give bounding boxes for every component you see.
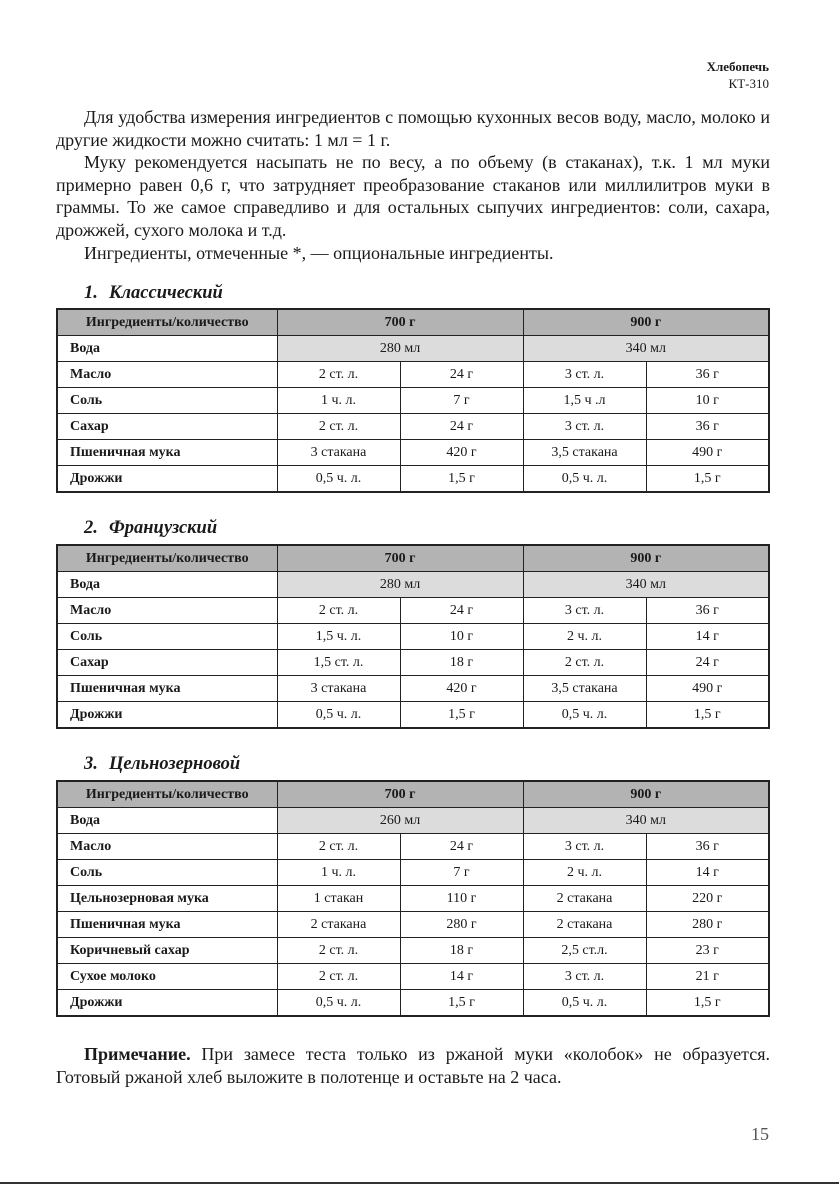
amount-cell: 3 ст. л.	[523, 414, 646, 440]
amount-cell: 3,5 стакана	[523, 676, 646, 702]
amount-cell: 280 г	[646, 912, 769, 938]
ingredient-name: Дрожжи	[57, 702, 277, 729]
header-ingredients: Ингредиенты/количество	[57, 309, 277, 336]
table-row	[57, 414, 769, 440]
amount-cell: 3 ст. л.	[523, 598, 646, 624]
ingredient-name: Дрожжи	[57, 990, 277, 1017]
ingredient-name: Цельнозерновая мука	[57, 886, 277, 912]
ingredient-name: Сухое молоко	[57, 964, 277, 990]
brand-name: Хлебопечь	[706, 59, 769, 74]
amount-cell: 36 г	[646, 598, 769, 624]
recipe-number: 1.	[84, 283, 98, 303]
table-row	[57, 624, 769, 650]
amount-cell: 1,5 г	[400, 990, 523, 1017]
amount-cell: 10 г	[646, 388, 769, 414]
table-row	[57, 860, 769, 886]
header-ingredients: Ингредиенты/количество	[57, 781, 277, 808]
amount-cell: 24 г	[400, 598, 523, 624]
amount-cell: 3,5 стакана	[523, 440, 646, 466]
amount-cell: 2 стакана	[523, 912, 646, 938]
amount-cell: 23 г	[646, 938, 769, 964]
note-block	[56, 1043, 770, 1089]
intro-paragraph: Ингредиенты, отмеченные *, — опциональные ингредиенты.	[84, 242, 554, 263]
recipe-number: 2.	[84, 518, 98, 538]
table-row	[57, 886, 769, 912]
amount-cell: 420 г	[400, 676, 523, 702]
amount-cell: 3 ст. л.	[523, 834, 646, 860]
footer-divider	[0, 1182, 839, 1184]
amount-cell: 0,5 ч. л.	[277, 702, 400, 729]
ingredient-name: Масло	[57, 362, 277, 388]
amount-cell: 2,5 ст.л.	[523, 938, 646, 964]
ingredient-name: Коричневый сахар	[57, 938, 277, 964]
table-row-water	[57, 336, 769, 362]
header-900: 900 г	[523, 545, 769, 572]
amount-cell: 3 ст. л.	[523, 362, 646, 388]
header-700: 700 г	[277, 309, 523, 336]
table-row-water	[57, 572, 769, 598]
amount-cell: 420 г	[400, 440, 523, 466]
ingredient-name: Сахар	[57, 650, 277, 676]
intro-text	[56, 106, 770, 264]
note-text: При замесе теста только из ржаной муки «колобок» не образуется. Готовый ржаной хлеб выложите в полотенце и оставьте на 2 часа.	[56, 1044, 770, 1087]
amount-cell: 0,5 ч. л.	[523, 702, 646, 729]
amount-cell: 1,5 г	[400, 702, 523, 729]
ingredient-name: Соль	[57, 388, 277, 414]
recipe-title-wholegrain	[84, 754, 240, 775]
amount-cell: 2 ст. л.	[277, 598, 400, 624]
table-row	[57, 912, 769, 938]
table-row-water	[57, 808, 769, 834]
table-row	[57, 834, 769, 860]
amount-cell: 0,5 ч. л.	[277, 466, 400, 493]
ingredient-name: Соль	[57, 860, 277, 886]
amount-cell: 21 г	[646, 964, 769, 990]
ingredient-name: Пшеничная мука	[57, 676, 277, 702]
amount-cell: 18 г	[400, 650, 523, 676]
amount-cell: 18 г	[400, 938, 523, 964]
amount-cell: 2 ч. л.	[523, 624, 646, 650]
amount-cell: 1,5 ч .л	[523, 388, 646, 414]
recipe-name: Цельнозерновой	[109, 754, 241, 774]
table-row	[57, 938, 769, 964]
amount-cell: 0,5 ч. л.	[523, 466, 646, 493]
water-900: 340 мл	[523, 808, 769, 834]
amount-cell: 2 ч. л.	[523, 860, 646, 886]
recipe-table-classic	[56, 308, 770, 493]
water-700: 260 мл	[277, 808, 523, 834]
amount-cell: 0,5 ч. л.	[277, 990, 400, 1017]
table-row	[57, 466, 769, 493]
water-700: 280 мл	[277, 336, 523, 362]
recipe-name: Классический	[109, 283, 223, 303]
amount-cell: 14 г	[400, 964, 523, 990]
note-paragraph	[56, 1043, 770, 1089]
water-900: 340 мл	[523, 336, 769, 362]
amount-cell: 2 ст. л.	[277, 834, 400, 860]
amount-cell: 3 стакана	[277, 440, 400, 466]
amount-cell: 2 ст. л.	[523, 650, 646, 676]
ingredient-name: Вода	[57, 572, 277, 598]
intro-paragraph: Муку рекомендуется насыпать не по весу, а по объему (в стаканах), т.к. 1 мл муки примерно равен 0,6 г, что затрудняет преобразование стаканов или миллилитров муки в граммы. То же самое справедливо и для остальных сыпучих ингредиентов: соли, сахара, дрожжей, сухого молока и т.д.	[56, 152, 770, 240]
note-label: Примечание.	[84, 1044, 191, 1064]
table-row	[57, 598, 769, 624]
amount-cell: 0,5 ч. л.	[523, 990, 646, 1017]
header-700: 700 г	[277, 545, 523, 572]
amount-cell: 490 г	[646, 676, 769, 702]
table-header-row	[57, 309, 769, 336]
amount-cell: 2 стакана	[277, 912, 400, 938]
header-900: 900 г	[523, 309, 769, 336]
amount-cell: 10 г	[400, 624, 523, 650]
ingredient-name: Дрожжи	[57, 466, 277, 493]
amount-cell: 220 г	[646, 886, 769, 912]
amount-cell: 2 ст. л.	[277, 362, 400, 388]
amount-cell: 14 г	[646, 624, 769, 650]
water-900: 340 мл	[523, 572, 769, 598]
table-header-row	[57, 545, 769, 572]
recipe-name: Французский	[109, 518, 218, 538]
amount-cell: 36 г	[646, 414, 769, 440]
amount-cell: 7 г	[400, 860, 523, 886]
table-row	[57, 362, 769, 388]
amount-cell: 110 г	[400, 886, 523, 912]
table-header-row	[57, 781, 769, 808]
amount-cell: 490 г	[646, 440, 769, 466]
ingredient-name: Соль	[57, 624, 277, 650]
amount-cell: 2 ст. л.	[277, 964, 400, 990]
table-row	[57, 676, 769, 702]
amount-cell: 1 стакан	[277, 886, 400, 912]
table-row	[57, 964, 769, 990]
ingredient-name: Вода	[57, 808, 277, 834]
amount-cell: 36 г	[646, 362, 769, 388]
table-row	[57, 388, 769, 414]
amount-cell: 1,5 г	[646, 466, 769, 493]
amount-cell: 1 ч. л.	[277, 860, 400, 886]
model-name: КТ-310	[728, 76, 769, 91]
amount-cell: 1,5 ч. л.	[277, 624, 400, 650]
amount-cell: 36 г	[646, 834, 769, 860]
amount-cell: 14 г	[646, 860, 769, 886]
amount-cell: 24 г	[400, 414, 523, 440]
recipe-title-french	[84, 518, 217, 539]
amount-cell: 2 ст. л.	[277, 414, 400, 440]
ingredient-name: Масло	[57, 598, 277, 624]
amount-cell: 1,5 г	[646, 990, 769, 1017]
amount-cell: 2 стакана	[523, 886, 646, 912]
table-row	[57, 650, 769, 676]
amount-cell: 3 ст. л.	[523, 964, 646, 990]
ingredient-name: Вода	[57, 336, 277, 362]
amount-cell: 1 ч. л.	[277, 388, 400, 414]
amount-cell: 1,5 г	[400, 466, 523, 493]
table-row	[57, 990, 769, 1017]
amount-cell: 2 ст. л.	[277, 938, 400, 964]
intro-paragraph: Для удобства измерения ингредиентов с помощью кухонных весов воду, масло, молоко и другие жидкости можно считать: 1 мл = 1 г.	[56, 107, 770, 150]
water-700: 280 мл	[277, 572, 523, 598]
header-ingredients: Ингредиенты/количество	[57, 545, 277, 572]
ingredient-name: Масло	[57, 834, 277, 860]
amount-cell: 24 г	[400, 834, 523, 860]
amount-cell: 24 г	[646, 650, 769, 676]
amount-cell: 1,5 ст. л.	[277, 650, 400, 676]
ingredient-name: Пшеничная мука	[57, 440, 277, 466]
ingredient-name: Сахар	[57, 414, 277, 440]
amount-cell: 24 г	[400, 362, 523, 388]
amount-cell: 7 г	[400, 388, 523, 414]
ingredient-name: Пшеничная мука	[57, 912, 277, 938]
page-header	[707, 58, 769, 92]
table-row	[57, 702, 769, 729]
recipe-title-classic	[84, 283, 223, 304]
page-number: 15	[751, 1124, 769, 1144]
amount-cell: 1,5 г	[646, 702, 769, 729]
recipe-table-wholegrain	[56, 780, 770, 1017]
table-row	[57, 440, 769, 466]
header-900: 900 г	[523, 781, 769, 808]
recipe-table-french	[56, 544, 770, 729]
amount-cell: 280 г	[400, 912, 523, 938]
header-700: 700 г	[277, 781, 523, 808]
amount-cell: 3 стакана	[277, 676, 400, 702]
recipe-number: 3.	[84, 754, 98, 774]
